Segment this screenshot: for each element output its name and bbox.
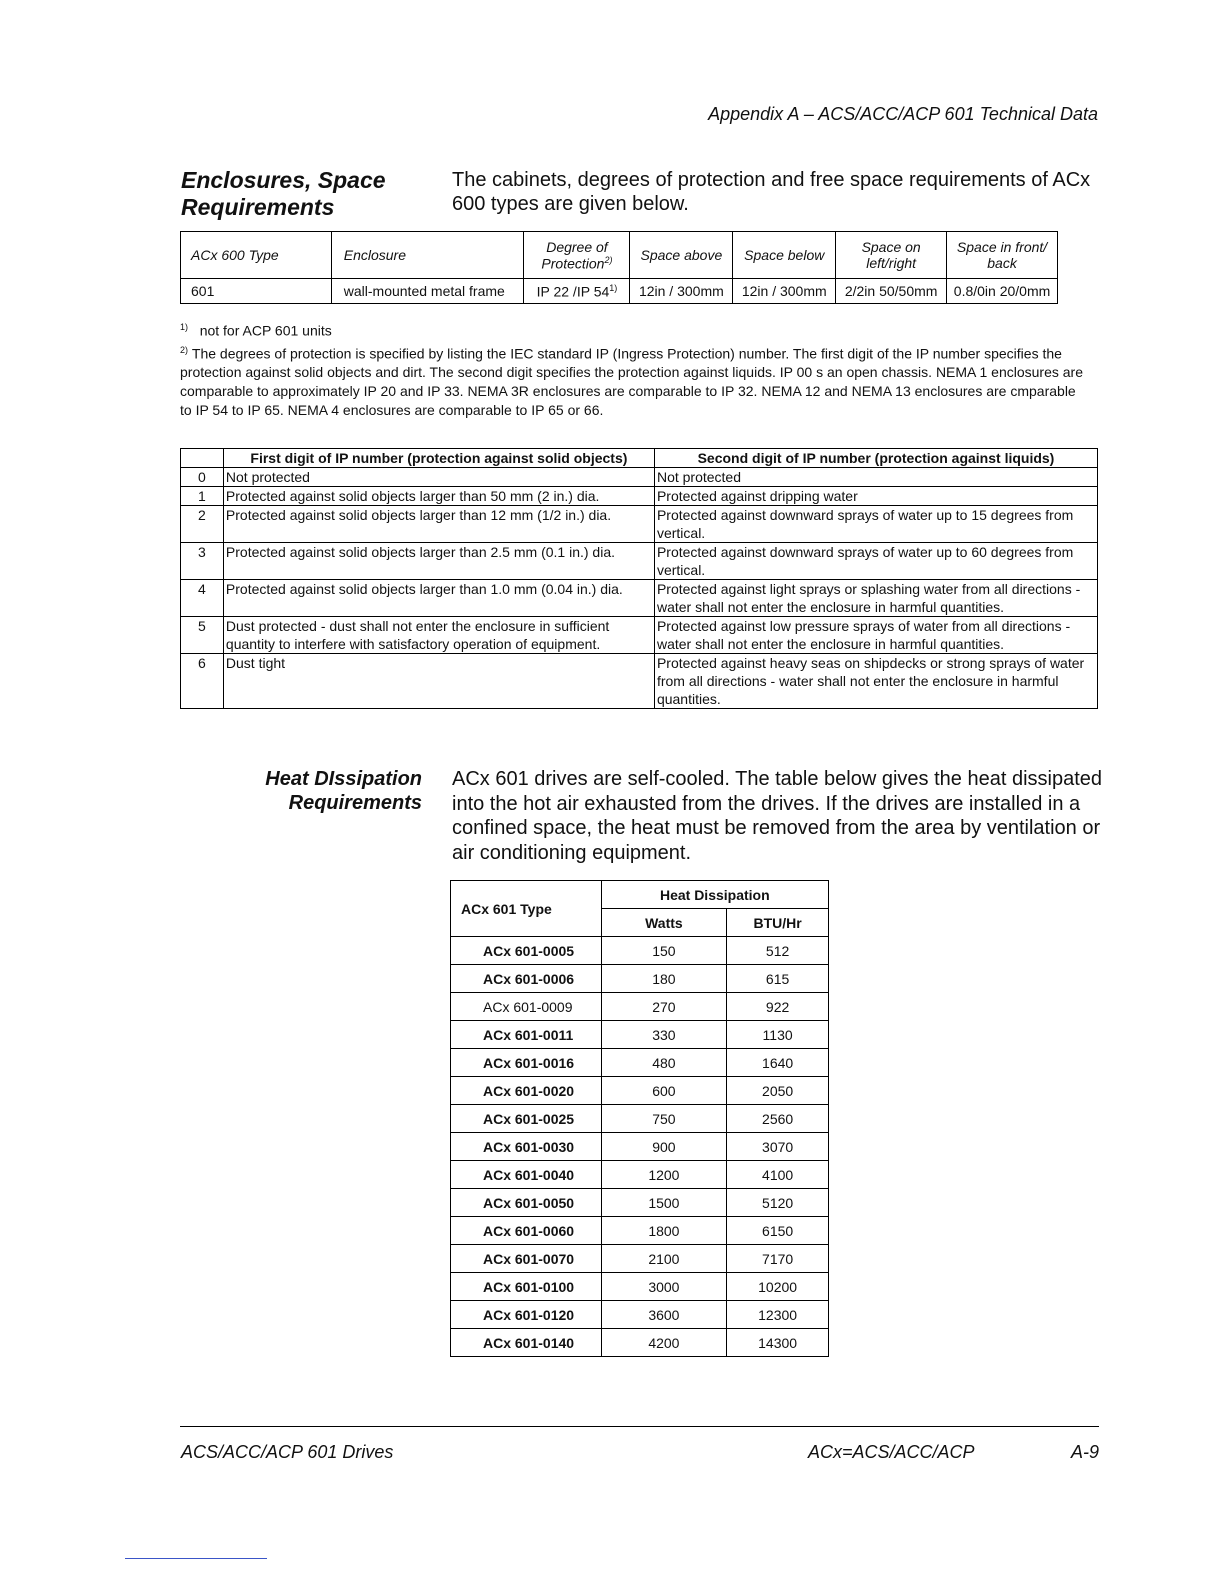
section-title-line: Heat DIssipation [265,768,422,790]
header-watts: Watts [601,909,727,937]
cell-watts: 750 [601,1105,727,1133]
cell-type: ACx 601-0120 [451,1301,602,1329]
cell-solid-protection: Not protected [223,468,654,487]
cell-watts: 180 [601,965,727,993]
table-row [181,487,1098,506]
cell-space-above: 12in / 300mm [630,279,733,304]
cell-liquid-protection: Protected against low pressure sprays of water from all directions - water shall not enter the enclosure in harmful quantities. [654,617,1097,654]
cell-btu: 1130 [727,1021,829,1049]
cell-watts: 330 [601,1021,727,1049]
cell-solid-protection: Protected against solid objects larger than 12 mm (1/2 in.) dia. [223,506,654,543]
cell-btu: 2050 [727,1077,829,1105]
table-row [181,468,1098,487]
cell-type: 601 [181,279,332,304]
cell-liquid-protection: Protected against downward sprays of water up to 60 degrees from vertical. [654,543,1097,580]
cell-type: ACx 601-0030 [451,1133,602,1161]
header-enclosure: Enclosure [331,232,524,279]
table-row [451,1161,829,1189]
header-blank [181,449,224,468]
cell-type: ACx 601-0040 [451,1161,602,1189]
cell-btu: 14300 [727,1329,829,1357]
footer-title: ACS/ACC/ACP 601 Drives [181,1442,394,1462]
cell-btu: 12300 [727,1301,829,1329]
cell-btu: 3070 [727,1133,829,1161]
table-row [451,1245,829,1273]
cell-btu: 5120 [727,1189,829,1217]
cell-btu: 615 [727,965,829,993]
cell-digit: 4 [181,580,224,617]
cell-watts: 150 [601,937,727,965]
cell-solid-protection: Dust tight [223,654,654,709]
cell-digit: 5 [181,617,224,654]
footer-rule [180,1426,1099,1427]
section-intro-enclosures: The cabinets, degrees of protection and free space requirements of ACx 600 types are given below. [452,169,1091,215]
table-header-row [451,881,829,909]
cell-digit: 0 [181,468,224,487]
table-row [181,617,1098,654]
cell-type: ACx 601-0070 [451,1245,602,1273]
table-row [451,1133,829,1161]
cell-type: ACx 601-0050 [451,1189,602,1217]
footer-abbreviation: ACx=ACS/ACC/ACP [808,1442,975,1462]
cell-btu: 922 [727,993,829,1021]
cell-liquid-protection: Not protected [654,468,1097,487]
cell-btu: 4100 [727,1161,829,1189]
cell-solid-protection: Protected against solid objects larger than 1.0 mm (0.04 in.) dia. [223,580,654,617]
cell-type: ACx 601-0016 [451,1049,602,1077]
table-row [451,1049,829,1077]
header-type: ACx 600 Type [181,232,332,279]
cell-watts: 900 [601,1133,727,1161]
cell-solid-protection: Dust protected - dust shall not enter the enclosure in sufficient quantity to interfere with satisfactory operation of equipment. [223,617,654,654]
cell-btu: 1640 [727,1049,829,1077]
cell-degree: IP 22 /IP 54$^{1)}$ [524,279,630,304]
header-heat-dissipation: Heat Dissipation [601,881,828,909]
table-row [181,580,1098,617]
cell-digit: 3 [181,543,224,580]
running-header: Appendix A – ACS/ACC/ACP 601 Technical Data [708,104,1098,124]
cell-watts: 4200 [601,1329,727,1357]
cell-liquid-protection: Protected against light sprays or splashing water from all directions - water shall not enter the enclosure in harmful quantities. [654,580,1097,617]
table-row [181,506,1098,543]
table-row [451,1273,829,1301]
cell-btu: 512 [727,937,829,965]
cell-type: ACx 601-0060 [451,1217,602,1245]
cell-type: ACx 601-0100 [451,1273,602,1301]
table-row [451,1301,829,1329]
cell-watts: 2100 [601,1245,727,1273]
section-title-line: Requirements [288,792,422,814]
cell-digit: 2 [181,506,224,543]
heat-dissipation-table [450,880,829,1357]
section-intro-heat: ACx 601 drives are self-cooled. The table below gives the heat dissipated into the hot air exhausted from the drives. If the drives are installed in a confined space, the heat must be removed from the area by ventilation or air conditioning equipment. [452,768,1103,864]
cell-btu: 2560 [727,1105,829,1133]
cell-type: ACx 601-0025 [451,1105,602,1133]
page-number: A-9 [1070,1442,1099,1462]
cell-watts: 3600 [601,1301,727,1329]
header-space-above: Space above [630,232,733,279]
cell-liquid-protection: Protected against dripping water [654,487,1097,506]
table-header-row [181,232,1058,279]
table-row [451,1021,829,1049]
table-row [451,1077,829,1105]
header-second-digit: Second digit of IP number (protection against liquids) [654,449,1097,468]
section-title-line: Requirements [181,194,335,220]
footnotes [180,318,1090,420]
cell-watts: 600 [601,1077,727,1105]
table-row [451,1329,829,1357]
header-first-digit: First digit of IP number (protection against solid objects) [223,449,654,468]
header-btu: BTU/Hr [727,909,829,937]
header-space-below: Space below [733,232,836,279]
header-space-left-right: Space on left/right [836,232,947,279]
cell-btu: 7170 [727,1245,829,1273]
cell-type: ACx 601-0020 [451,1077,602,1105]
cell-digit: 6 [181,654,224,709]
cell-type: ACx 601-0011 [451,1021,602,1049]
table-row [181,654,1098,709]
cell-solid-protection: Protected against solid objects larger than 50 mm (2 in.) dia. [223,487,654,506]
header-space-front-back: Space in front/ back [947,232,1058,279]
cell-digit: 1 [181,487,224,506]
cell-watts: 270 [601,993,727,1021]
enclosure-table [180,231,1058,304]
cell-space-front-back: 0.8/0in 20/0mm [947,279,1058,304]
table-header-row [181,449,1098,468]
cell-watts: 1200 [601,1161,727,1189]
cell-watts: 3000 [601,1273,727,1301]
cell-space-below: 12in / 300mm [733,279,836,304]
header-degree: Degree of Protection$^{2)}$ [524,232,630,279]
cell-space-left-right: 2/2in 50/50mm [836,279,947,304]
cell-liquid-protection: Protected against downward sprays of water up to 15 degrees from vertical. [654,506,1097,543]
footnote-1: $^{1)}$ not for ACP 601 units [180,322,332,339]
table-row [451,1105,829,1133]
cell-liquid-protection: Protected against heavy seas on shipdecks or strong sprays of water from all directions - water shall not enter the enclosure in harmful quantities. [654,654,1097,709]
table-row [181,543,1098,580]
cell-type: ACx 601-0005 [451,937,602,965]
section-title-heat [200,767,422,815]
table-row [451,1189,829,1217]
table-row [451,937,829,965]
header-type: ACx 601 Type [451,881,602,937]
table-row [451,993,829,1021]
cell-enclosure: wall-mounted metal frame [331,279,524,304]
cell-type: ACx 601-0009 [451,993,602,1021]
cell-watts: 480 [601,1049,727,1077]
cell-type: ACx 601-0140 [451,1329,602,1357]
link-underline[interactable] [125,1558,267,1559]
cell-watts: 1800 [601,1217,727,1245]
section-title-line: Enclosures, Space [181,167,386,193]
table-row [451,965,829,993]
cell-watts: 1500 [601,1189,727,1217]
cell-btu: 10200 [727,1273,829,1301]
table-row [451,1217,829,1245]
cell-solid-protection: Protected against solid objects larger than 2.5 mm (0.1 in.) dia. [223,543,654,580]
table-row [181,279,1058,304]
cell-type: ACx 601-0006 [451,965,602,993]
ip-rating-table [180,448,1098,709]
footnote-2: $^{2)}$ The degrees of protection is specified by listing the IEC standard IP (Ingress Protection) number. The first digit of the IP number specifies the protection against solid objects and dirt. The second digit specifies the protection against liquids. IP 00 s an open chassis. NEMA 1 enclosures are comparable to approximately IP 20 and IP 33. NEMA 3R enclosures are comparable to IP 32. NEMA 12 and NEMA 13 enclosures are cmparable to IP 54 to IP 65. NEMA 4 enclosures are comparable to IP 65 or 66. [180,344,1084,419]
section-title-enclosures [181,167,431,221]
cell-btu: 6150 [727,1217,829,1245]
